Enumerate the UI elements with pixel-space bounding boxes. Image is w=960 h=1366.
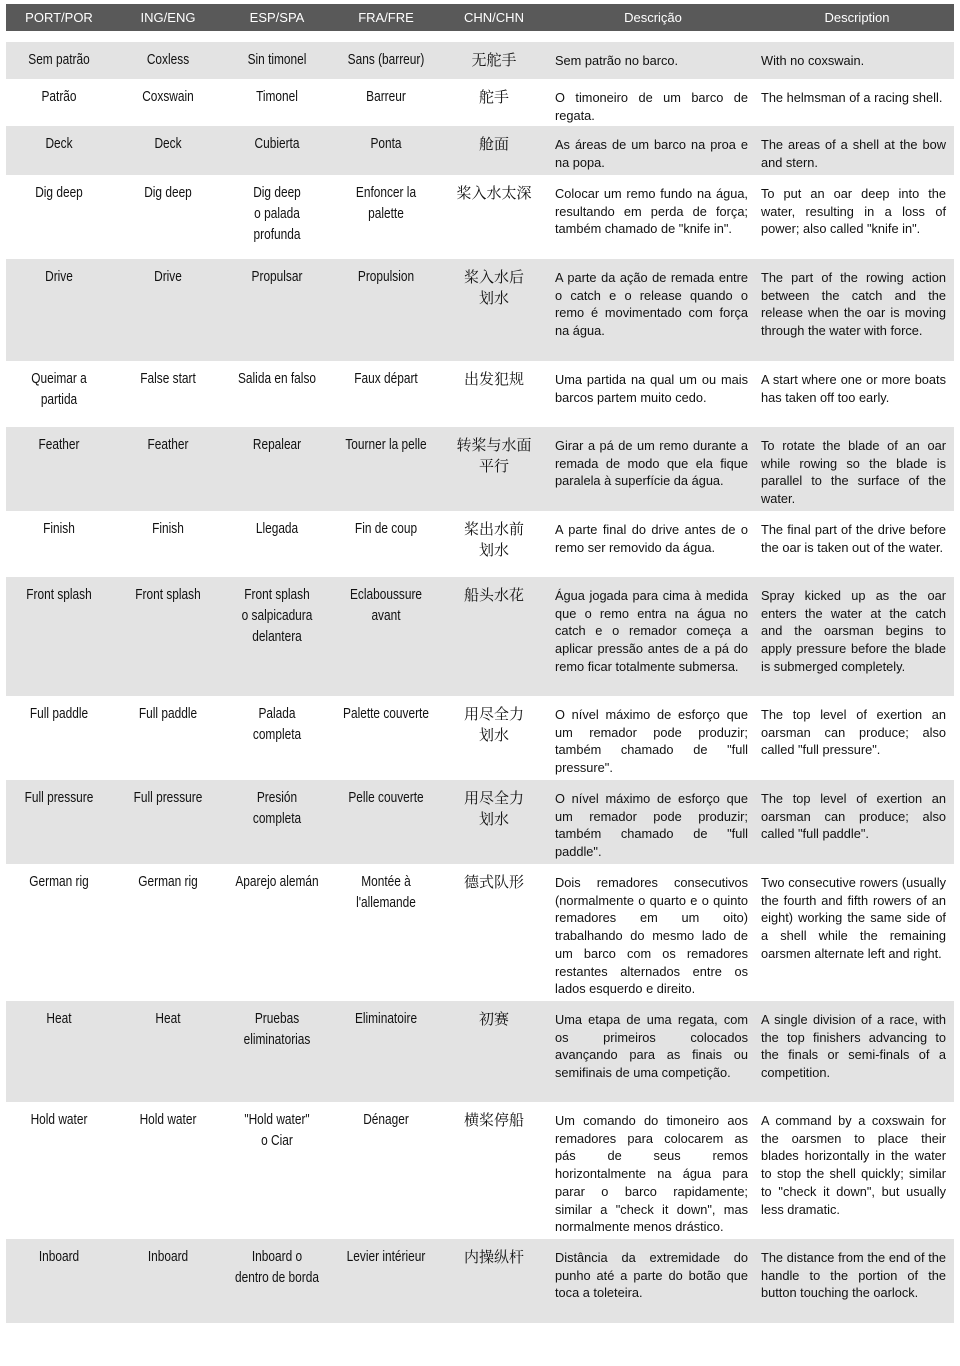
table-row (6, 427, 954, 511)
term-por: Full paddle (29, 706, 89, 722)
term-chn: 初赛 (478, 1010, 509, 1028)
term-eng: Coxswain (142, 89, 194, 105)
term-spa: Timonel (256, 89, 298, 105)
header-spa: ESP/SPA (249, 10, 305, 25)
term-chn: 船头水花 (463, 586, 524, 604)
table-row (6, 1239, 954, 1323)
term-fre: Propulsion (357, 269, 415, 285)
term-spa: Presión completa (252, 790, 302, 827)
term-por: Drive (45, 269, 73, 285)
term-fre: Fin de coup (354, 521, 418, 537)
description-pt: Uma etapa de uma regata, com os primeiros colocados avançando para as finais ou semifinais de uma competição. (555, 1012, 748, 1081)
table-row (6, 42, 954, 79)
term-spa: Repalear (252, 437, 302, 453)
term-fre: Sans (barreur) (347, 52, 425, 68)
description-en: Two consecutive rowers (usually the fourth and fifth rowers of an eight) working the same side of a shell while the remaining oarsmen alternate left and right. (761, 875, 946, 961)
description-pt: O timoneiro de um barco de regata. (555, 90, 748, 123)
table-row (6, 780, 954, 864)
description-en: With no coxswain. (761, 53, 865, 68)
description-en: Spray kicked up as the oar enters the water at the catch and the oarsman begins to apply pressure before the blade is submerged completely. (761, 588, 946, 674)
term-chn: 无舵手 (471, 51, 517, 69)
description-en: A single division of a race, with the top finishers advancing to the finals or semi-finals of a competition. (761, 1012, 946, 1081)
term-spa: Pruebas eliminatorias (243, 1011, 311, 1048)
term-por: Inboard (38, 1249, 80, 1265)
table-row (6, 79, 954, 126)
header-description: Description (824, 10, 890, 25)
description-en: The top level of exertion an oarsman can produce; also called "full paddle". (761, 791, 946, 842)
table-row (6, 864, 954, 1001)
term-fre: Barreur (366, 89, 406, 105)
description-en: The helmsman of a racing shell. (761, 90, 943, 105)
term-fre: Ponta (370, 136, 402, 152)
term-chn: 舵手 (478, 88, 509, 106)
term-spa: Aparejo alemán (235, 874, 319, 890)
term-por: Finish (43, 521, 75, 537)
description-en: The areas of a shell at the bow and stern. (761, 137, 946, 170)
description-pt: Girar a pá de um remo durante a remada de modo que ela fique paralela à superfície da água. (555, 438, 748, 489)
term-spa: Palada completa (252, 706, 302, 743)
term-por: Queimar a partida (31, 371, 87, 408)
header-port: PORT/POR (25, 10, 93, 25)
term-eng: Full pressure (133, 790, 203, 806)
term-fre: Dénager (363, 1112, 409, 1128)
term-spa: Dig deep o palada profunda (253, 185, 301, 243)
term-spa: Cubierta (254, 136, 300, 152)
description-pt: O nível máximo de esforço que um remador pode produzir; também chamado de "full pressure". (555, 707, 748, 776)
term-spa: Front splash o salpicadura delantera (241, 587, 313, 645)
description-en: To rotate the blade of an oar while rowing so the blade is parallel to the surface of the water. (761, 438, 946, 507)
term-chn: 舱面 (478, 135, 509, 153)
term-fre: Eliminatoire (354, 1011, 418, 1027)
description-en: A start where one or more boats has taken off too early. (761, 372, 946, 405)
table-row (6, 577, 954, 696)
description-en: A command by a coxswain for the oarsmen to place their blades horizontally in the water to stop the shell quickly; similar to "check it down", but usually less dramatic. (761, 1113, 946, 1217)
table-row (6, 259, 954, 361)
term-por: Dig deep (35, 185, 83, 201)
glossary-table (6, 42, 954, 1323)
table-header (6, 4, 954, 31)
term-fre: Levier intérieur (346, 1249, 426, 1265)
term-eng: German rig (138, 874, 198, 890)
header-descricao: Descrição (624, 10, 682, 25)
term-por: Full pressure (24, 790, 94, 806)
term-por: Front splash (26, 587, 92, 603)
term-chn: 出发犯规 (463, 370, 524, 388)
term-por: Patrão (41, 89, 77, 105)
term-por: Feather (38, 437, 80, 453)
term-chn: 用尽全力 划水 (463, 705, 524, 744)
header-fre: FRA/FRE (358, 10, 414, 25)
description-en: The final part of the drive before the oar is taken out of the water. (761, 522, 946, 555)
description-pt: As áreas de um barco na proa e na popa. (555, 137, 748, 170)
table-row (6, 696, 954, 780)
term-por: Sem patrão (28, 52, 90, 68)
description-pt: Água jogada para cima à medida que o remo entra na água no catch e o remador começa a aplicar pressão antes de a pá do remo ficar totalmente submersa. (555, 588, 748, 674)
term-fre: Palette couverte (343, 706, 429, 722)
term-eng: Dig deep (144, 185, 192, 201)
description-en: The part of the rowing action between the catch and the release when the oar is moving through the water with force. (761, 270, 946, 339)
term-eng: Deck (154, 136, 182, 152)
term-fre: Pelle couverte (348, 790, 424, 806)
term-spa: "Hold water" o Ciar (244, 1112, 310, 1149)
description-pt: O nível máximo de esforço que um remador pode produzir; também chamado de "full paddle". (555, 791, 748, 860)
term-por: Deck (45, 136, 73, 152)
description-pt: A parte da ação de remada entre o catch e o release quando o remo é movimentado com força na água. (555, 270, 748, 339)
description-pt: Sem patrão no barco. (555, 53, 679, 68)
term-eng: Hold water (139, 1112, 197, 1128)
term-chn: 横桨停船 (463, 1111, 524, 1129)
term-fre: Eclaboussure avant (349, 587, 423, 624)
term-fre: Faux départ (354, 371, 418, 387)
term-eng: Drive (154, 269, 182, 285)
term-fre: Tourner la pelle (345, 437, 427, 453)
description-pt: Colocar um remo fundo na água, resultando em perda de força; também chamado de "knife in". (555, 186, 748, 237)
term-spa: Llegada (255, 521, 299, 537)
term-eng: Full paddle (138, 706, 198, 722)
term-eng: Coxless (146, 52, 190, 68)
table-row (6, 126, 954, 175)
term-chn: 桨入水后 划水 (463, 268, 524, 307)
table-row (6, 511, 954, 577)
term-chn: 用尽全力 划水 (463, 789, 524, 828)
term-eng: Inboard (147, 1249, 189, 1265)
description-en: To put an oar deep into the water, resulting in a loss of power; also called "knife in". (761, 186, 946, 237)
header-eng: ING/ENG (140, 10, 196, 25)
description-pt: Dois remadores consecutivos (normalmente o quarto e o quinto remadores em um oito) trabalhando do mesmo lado de um barco com os remadores restantes alternados entre os lados esquerdo e direito. (555, 875, 748, 997)
table-row (6, 1102, 954, 1239)
term-spa: Salida en falso (237, 371, 317, 387)
term-eng: Finish (152, 521, 184, 537)
term-chn: 内操纵杆 (463, 1248, 524, 1266)
term-fre: Enfoncer la palette (355, 185, 417, 222)
term-por: Hold water (30, 1112, 88, 1128)
description-en: The distance from the end of the handle to the portion of the button touching the oarlock. (761, 1250, 946, 1301)
term-por: Heat (46, 1011, 72, 1027)
term-eng: Front splash (135, 587, 201, 603)
term-spa: Inboard o dentro de borda (235, 1249, 319, 1286)
term-chn: 德式队形 (463, 873, 524, 891)
term-eng: Feather (147, 437, 189, 453)
term-eng: False start (140, 371, 196, 387)
term-fre: Montée à l'allemande (356, 874, 416, 911)
description-pt: Uma partida na qual um ou mais barcos partem muito cedo. (555, 372, 748, 405)
description-pt: Distância da extremidade do punho até a parte do botão que toca a toleteira. (555, 1250, 748, 1301)
description-en: The top level of exertion an oarsman can produce; also called "full pressure". (761, 707, 946, 758)
table-row (6, 361, 954, 427)
term-por: German rig (29, 874, 89, 890)
term-chn: 转桨与水面 平行 (456, 436, 532, 475)
table-row (6, 175, 954, 259)
term-spa: Sin timonel (247, 52, 307, 68)
term-eng: Heat (155, 1011, 181, 1027)
term-chn: 桨出水前 划水 (463, 520, 524, 559)
header-chn: CHN/CHN (464, 10, 524, 25)
term-chn: 桨入水太深 (456, 184, 532, 202)
description-pt: Um comando do timoneiro aos remadores para colocarem as pás de seus remos horizontalmente na água para parar o barco rapidamente; similar a "check it down", mas normalmente menos drástico. (555, 1113, 748, 1235)
term-spa: Propulsar (251, 269, 303, 285)
description-pt: A parte final do drive antes de o remo ser removido da água. (555, 522, 748, 555)
table-row (6, 1001, 954, 1102)
